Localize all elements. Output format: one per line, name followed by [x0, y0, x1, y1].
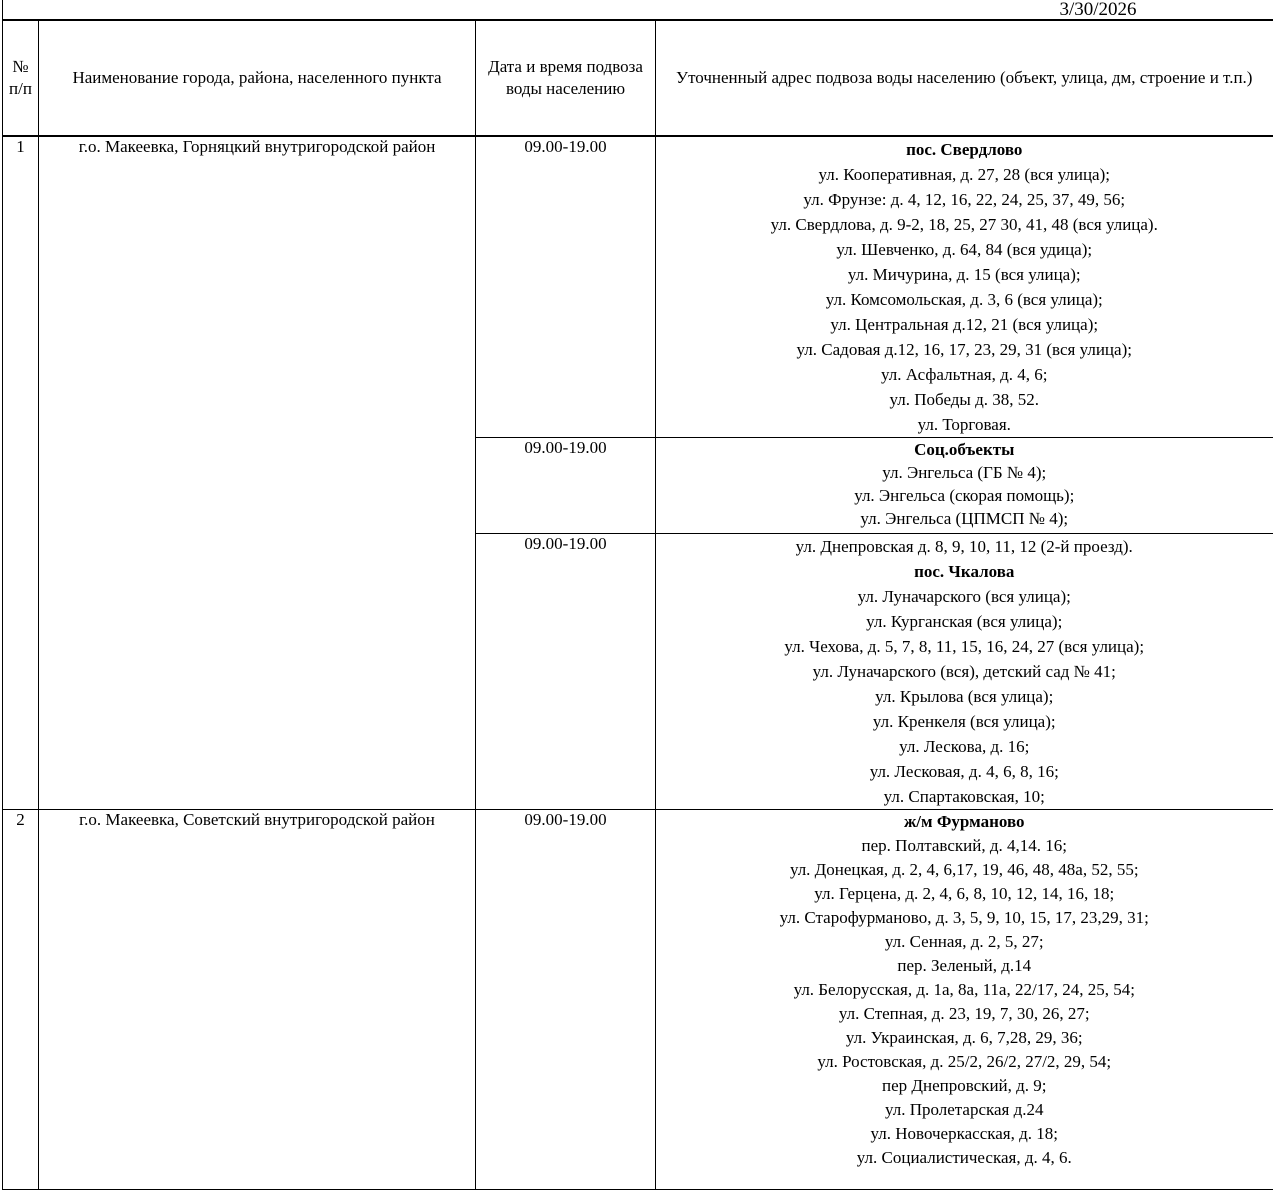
settlement-heading: ж/м Фурманово	[903, 812, 1025, 831]
header-cell-address: Уточненный адрес подвоза воды населению (объект, улица, дм, строение и т.п.)	[656, 20, 1273, 136]
row-number-cell: 2	[3, 810, 39, 1190]
address-line: ул. Спартаковская, 10;	[883, 787, 1045, 806]
address-line: ул. Лескова, д. 16;	[899, 737, 1030, 756]
address-line: ул. Старофурманово, д. 3, 5, 9, 10, 15, 17, 23,29, 31;	[779, 908, 1149, 927]
time-cell: 09.00-19.00	[476, 810, 656, 1190]
address-line: ул. Чехова, д. 5, 7, 8, 11, 15, 16, 24, 27 (вся улица);	[784, 637, 1145, 656]
table-row	[3, 810, 1273, 1190]
address-cell	[656, 810, 1273, 1190]
row-number-cell: 1	[3, 136, 39, 810]
address-line: ул. Степная, д. 23, 19, 7, 30, 26, 27;	[838, 1004, 1090, 1023]
address-cell	[656, 534, 1273, 810]
address-line: ул. Ростовская, д. 25/2, 26/2, 27/2, 29, 54;	[817, 1052, 1112, 1071]
address-line: ул. Луначарского (вся), детский сад № 41;	[812, 662, 1116, 681]
address-line: ул. Комсомольская, д. 3, 6 (вся улица);	[825, 290, 1103, 309]
address-line: ул. Белорусская, д. 1а, 8а, 11а, 22/17, 24, 25, 54;	[793, 980, 1135, 999]
address-line: ул. Социалистическая, д. 4, 6.	[856, 1148, 1072, 1167]
address-cell	[656, 136, 1273, 438]
time-cell: 09.00-19.00	[476, 136, 656, 438]
address-line: ул. Шевченко, д. 64, 84 (вся удица);	[836, 240, 1093, 259]
header-row	[3, 20, 1273, 136]
address-line: ул. Кренкеля (вся улица);	[872, 712, 1056, 731]
address-line: ул. Фрунзе: д. 4, 12, 16, 22, 24, 25, 37, 49, 56;	[803, 190, 1126, 209]
address-line: пер. Зеленый, д.14	[897, 956, 1032, 975]
address-line: ул. Луначарского (вся улица);	[857, 587, 1071, 606]
settlement-heading: пос. Свердлово	[906, 140, 1023, 159]
district-name-cell: г.о. Макеевка, Горняцкий внутригородской район	[39, 136, 476, 810]
address-line: ул. Пролетарская д.24	[884, 1100, 1044, 1119]
settlement-heading: пос. Чкалова	[914, 562, 1015, 581]
table-left-border-stub	[2, 0, 3, 20]
water-delivery-table	[2, 19, 1273, 1190]
address-line: ул. Асфальтная, д. 4, 6;	[881, 365, 1048, 384]
district-name-cell: г.о. Макеевка, Советский внутригородской район	[39, 810, 476, 1190]
address-line: ул. Победы д. 38, 52.	[889, 390, 1039, 409]
address-line: ул. Садовая д.12, 16, 17, 23, 29, 31 (вся улица);	[796, 340, 1132, 359]
address-line: ул. Центральная д.12, 21 (вся улица);	[830, 315, 1099, 334]
time-cell: 09.00-19.00	[476, 438, 656, 534]
address-cell	[656, 438, 1273, 534]
address-line: ул. Герцена, д. 2, 4, 6, 8, 10, 12, 14, 16, 18;	[814, 884, 1115, 903]
header-cell-name: Наименование города, района, населенного пункта	[39, 20, 476, 136]
table-row	[3, 136, 1273, 438]
address-line: ул. Курганская (вся улица);	[866, 612, 1063, 631]
address-line: ул. Донецкая, д. 2, 4, 6,17, 19, 46, 48, 48а, 52, 55;	[789, 860, 1139, 879]
address-line: ул. Новочеркасская, д. 18;	[870, 1124, 1058, 1143]
address-line: ул. Лесковая, д. 4, 6, 8, 16;	[869, 762, 1059, 781]
address-line: ул. Торговая.	[917, 415, 1011, 434]
address-line: ул. Энгельса (скорая помощь);	[854, 486, 1075, 505]
address-line: ул. Сенная, д. 2, 5, 27;	[884, 932, 1044, 951]
time-cell: 09.00-19.00	[476, 534, 656, 810]
address-line: ул. Днепровская д. 8, 9, 10, 11, 12 (2-й проезд).	[795, 537, 1133, 556]
address-line: ул. Украинская, д. 6, 7,28, 29, 36;	[845, 1028, 1083, 1047]
address-line: ул. Энгельса (ЦПМСП № 4);	[860, 509, 1069, 528]
address-line: пер. Полтавский, д. 4,14. 16;	[861, 836, 1067, 855]
address-line: ул. Кооперативная, д. 27, 28 (вся улица);	[818, 165, 1110, 184]
settlement-heading: Соц.объекты	[914, 440, 1015, 459]
address-line: ул. Мичурина, д. 15 (вся улица);	[847, 265, 1081, 284]
address-line: пер Днепровский, д. 9;	[881, 1076, 1047, 1095]
header-cell-time: Дата и время подвоза воды населению	[476, 20, 656, 136]
header-cell-num: № п/п	[3, 20, 39, 136]
address-line: ул. Свердлова, д. 9-2, 18, 25, 27 30, 41, 48 (вся улица).	[770, 215, 1158, 234]
address-line: ул. Энгельса (ГБ № 4);	[882, 463, 1047, 482]
date-label: 3/30/2026	[1059, 0, 1137, 20]
address-line: ул. Крылова (вся улица);	[875, 687, 1054, 706]
